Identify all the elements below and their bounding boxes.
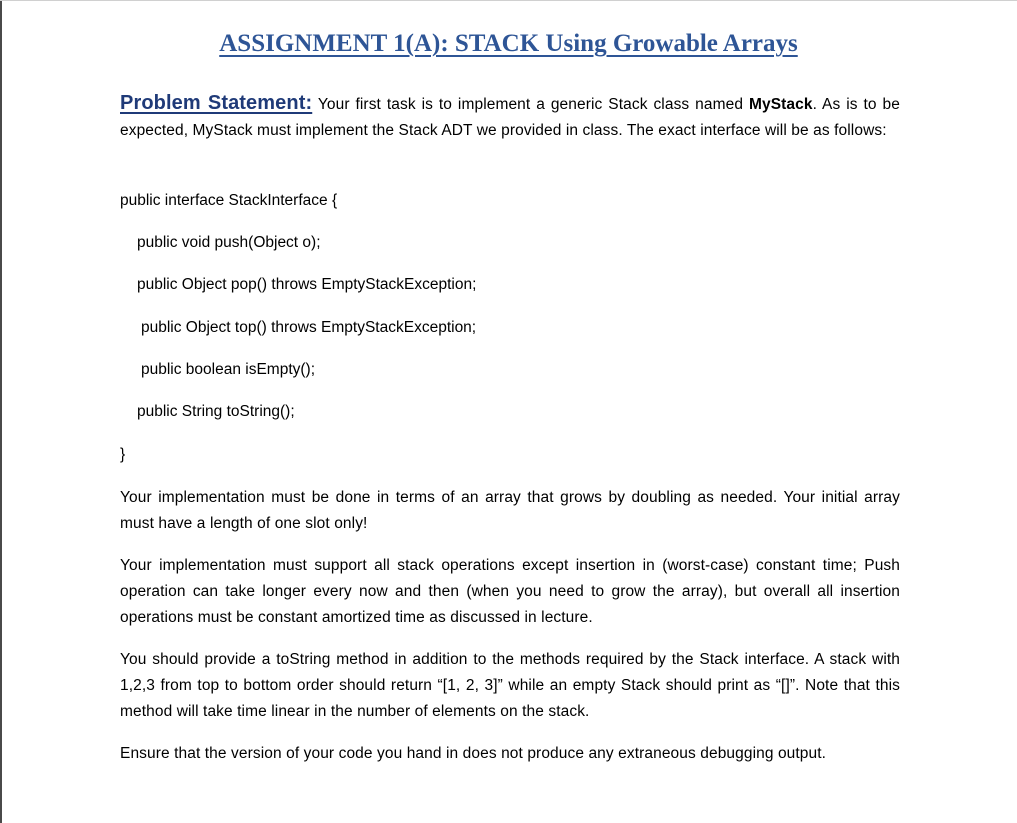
paragraph-array-growth: Your implementation must be done in terms of an array that grows by doubling as needed. Your initial array must have a length of one slot only! bbox=[120, 489, 900, 532]
paragraph-tostring: You should provide a toString method in addition to the methods required by the Stack interface. A stack with 1,2,3 from top to bottom order should return “[1, 2, 3]” while an empty Stack should print as “[]”. Note that this method will take time linear in the number of elements on the stack. bbox=[120, 651, 900, 720]
method-top: public Object top() throws EmptyStackException; bbox=[141, 319, 477, 336]
method-tostring: public String toString(); bbox=[137, 403, 295, 420]
page-top-edge bbox=[0, 0, 1017, 1]
problem-text-before: Your first task is to implement a generic Stack class named bbox=[312, 96, 749, 113]
method-isempty: public boolean isEmpty(); bbox=[141, 361, 316, 378]
problem-text-after: . As is to be expected, MyStack must implement the Stack ADT we provided in class. The exact interface will be as follows: bbox=[120, 96, 900, 139]
problem-statement-heading: Problem Statement: bbox=[120, 92, 313, 114]
interface-open-line: public interface StackInterface { bbox=[120, 192, 338, 209]
problem-statement bbox=[120, 90, 900, 144]
class-name: MyStack bbox=[748, 96, 813, 113]
document-title: ASSIGNMENT 1(A): STACK Using Growable Arrays bbox=[219, 30, 798, 57]
interface-close-line: } bbox=[120, 446, 126, 463]
method-pop: public Object pop() throws EmptyStackException; bbox=[137, 276, 477, 293]
paragraph-debug-output: Ensure that the version of your code you hand in does not produce any extraneous debugging output. bbox=[120, 745, 827, 762]
method-push: public void push(Object o); bbox=[137, 234, 321, 251]
page-left-edge bbox=[0, 0, 2, 823]
paragraph-complexity: Your implementation must support all stack operations except insertion in (worst-case) constant time; Push operation can take longer every now and then (when you need to grow the array), but overall all insertion operations must be constant amortized time as discussed in lecture. bbox=[120, 557, 900, 626]
